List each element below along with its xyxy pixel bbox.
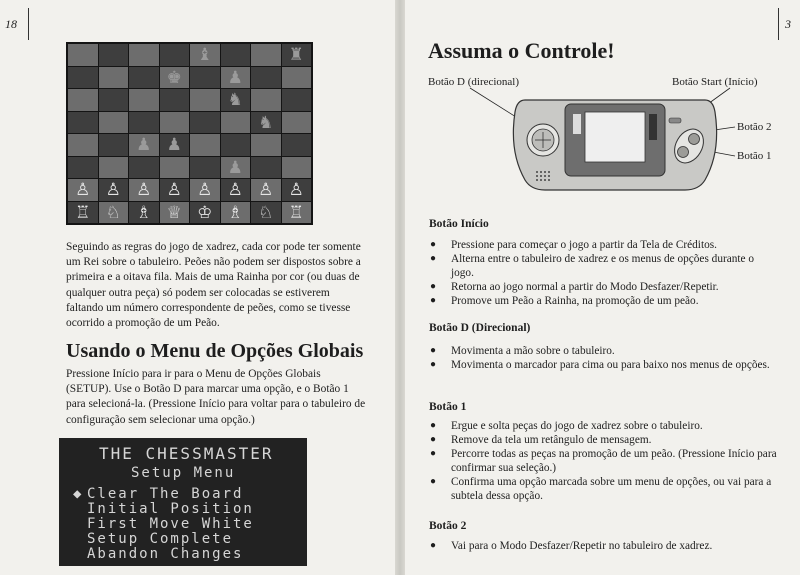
list-item: ● Remove da tela um retângulo de mensagem. [430,434,652,446]
callout-d-button: Botão D (direcional) [428,76,520,88]
board-square [190,134,220,156]
chess-piece-icon: ♘ [105,202,121,222]
board-square [282,157,312,179]
chess-piece-icon: ♕ [166,202,182,222]
board-square [251,202,281,224]
chess-piece-icon: ♞ [227,90,243,110]
chess-piece-icon: ♙ [105,180,121,200]
start-button-icon [669,118,681,123]
chess-piece-icon: ♘ [258,202,274,222]
board-square [282,44,312,66]
section-title: Botão 2 [429,520,467,532]
page-rule-right [778,8,779,40]
board-square [251,134,281,156]
chess-piece-icon: ♟ [227,157,243,177]
screen-menu-item: First Move White [87,516,254,532]
bullet-icon: ● [430,345,437,356]
board-square [190,44,220,66]
game-gear-illustration [425,72,765,202]
board-square [221,134,251,156]
chess-piece-icon: ♔ [197,202,213,222]
board-square [129,202,159,224]
chess-piece-icon: ♜ [288,45,304,65]
board-square [221,179,251,201]
chess-piece-icon: ♗ [227,202,243,222]
chess-piece-icon: ♙ [75,180,91,200]
board-square [129,112,159,134]
button-1-icon [678,147,689,158]
section-list [429,344,779,372]
callout-start-button: Botão Start (Início) [672,76,758,88]
board-square [160,157,190,179]
list-item: ● Movimenta o marcador para cima ou para baixo nos menus de opções. [430,359,770,371]
chess-piece-icon: ♝ [197,45,213,65]
board-square [221,89,251,111]
board-square [251,89,281,111]
board-square [282,179,312,201]
board-square [221,44,251,66]
list-item: ● Promove um Peão a Rainha, na promoção de um peão. [430,295,699,307]
section-list [429,238,779,308]
list-item: ● Alterna entre o tabuleiro de xadrez e os menus de opções durante o jogo. [430,253,755,279]
board-square [251,179,281,201]
chess-piece-icon: ♟ [166,135,182,155]
board-square [221,202,251,224]
section-list [429,539,779,553]
board-square [221,67,251,89]
board-square [190,67,220,89]
chess-piece-icon: ♖ [288,202,304,222]
chess-piece-icon: ♚ [166,67,182,87]
chess-piece-icon: ♞ [258,112,274,132]
board-square [99,134,129,156]
board-square [160,89,190,111]
callout-button-1: Botão 1 [737,150,772,162]
left-page [0,0,395,575]
board-square [160,112,190,134]
chess-piece-icon: ♙ [258,180,274,200]
chess-piece-icon: ♙ [288,180,304,200]
board-square [282,202,312,224]
board-square [129,157,159,179]
screen-menu-item: Setup Complete [87,531,234,547]
list-item: ● Ergue e solta peças do jogo de xadrez sobre o tabuleiro. [430,420,703,432]
board-square [68,67,98,89]
list-item: ● Percorre todas as peças na promoção de um peão. (Pressione Início para confirmar sua seleção.) [430,448,777,474]
bullet-icon: ● [430,448,437,459]
board-square [68,44,98,66]
board-square [68,89,98,111]
section-title: Botão Início [429,218,489,230]
board-square [68,134,98,156]
board-square [160,202,190,224]
bullet-icon: ● [430,281,437,292]
bullet-icon: ● [430,253,437,264]
board-square [129,89,159,111]
bullet-icon: ● [430,239,437,250]
page-number-left: 18 [5,17,17,31]
screen-subtitle: Setup Menu [131,465,236,481]
board-square [221,157,251,179]
list-item: ● Movimenta a mão sobre o tabuleiro. [430,345,615,357]
section-title: Botão D (Direcional) [429,322,531,334]
board-square [99,89,129,111]
board-square [160,44,190,66]
cursor-icon: ◆ [73,486,84,502]
bullet-icon: ● [430,434,437,445]
screen-menu-item: Abandon Changes [87,546,244,562]
board-square [190,179,220,201]
screen-title: THE CHESSMASTER [99,444,274,463]
board-square [129,134,159,156]
chess-piece-icon: ♙ [166,180,182,200]
chess-piece-icon: ♙ [227,180,243,200]
board-square [190,202,220,224]
console-screen [585,112,645,162]
section-list [429,419,779,503]
board-square [190,112,220,134]
chess-piece-icon: ♟ [136,135,152,155]
instructions-paragraph: Pressione Início para ir para o Menu de Opções Globais (SETUP). Use o Botão D para marcar uma opção, e o Botão 1 para selecioná-la. (Pressione Início para voltar para o tabuleiro de configuração sem selecionar uma opção.) [66,368,366,426]
button-2-icon [689,134,700,145]
page-rule-left [28,8,29,40]
board-square [221,112,251,134]
board-square [282,89,312,111]
chess-piece-icon: ♖ [75,202,91,222]
bullet-icon: ● [430,359,437,370]
board-square [251,67,281,89]
book-gutter [395,0,405,575]
chess-piece-icon: ♟ [227,67,243,87]
board-square [251,112,281,134]
chess-piece-icon: ♙ [197,180,213,200]
board-square [282,134,312,156]
board-square [160,134,190,156]
bullet-icon: ● [430,420,437,431]
bullet-icon: ● [430,295,437,306]
board-square [99,112,129,134]
board-square [68,202,98,224]
board-square [129,179,159,201]
callout-button-2: Botão 2 [737,121,772,133]
screen-menu-item: ◆ Clear The Board [73,486,244,502]
game-gear-label [649,114,657,140]
board-square [129,67,159,89]
list-item: ● Retorna ao jogo normal a partir do Modo Desfazer/Repetir. [430,281,719,293]
board-square [129,44,159,66]
chessboard-screenshot [66,42,313,225]
list-item: ● Pressione para começar o jogo a partir da Tela de Créditos. [430,239,717,251]
board-square [282,67,312,89]
screen-menu-item: Initial Position [87,501,254,517]
page-number-right: 3 [785,17,791,31]
right-heading: Assuma o Controle! [428,38,615,63]
setup-menu-screenshot [59,438,307,566]
list-item: ● Confirma uma opção marcada sobre um menu de opções, ou vai para a subtela dessa opção. [430,476,772,502]
sega-label [573,114,581,134]
board-square [99,67,129,89]
chess-piece-icon: ♗ [136,202,152,222]
board-square [251,157,281,179]
board-square [190,157,220,179]
board-square [160,67,190,89]
board-square [68,112,98,134]
board-square [68,157,98,179]
board-square [190,89,220,111]
board-square [99,157,129,179]
bullet-icon: ● [430,476,437,487]
board-square [99,44,129,66]
intro-paragraph: Seguindo as regras do jogo de xadrez, cada cor pode ter somente um Rei sobre o tabuleiro. Peões não podem ser dispostos sobre a primeira e a oitava fila. Mais de uma Rainha por cor (ou duas de qualquer outra peça) só podem ser colocadas se estiverem faltando um número correspondente de peões, como se tivesse ocorrido a promoção de um Peão. [66,241,361,330]
left-heading: Usando o Menu de Opções Globais [66,340,364,362]
board-square [251,44,281,66]
board-square [99,179,129,201]
board-square [282,112,312,134]
board-square [160,179,190,201]
board-square [68,179,98,201]
section-title: Botão 1 [429,401,467,413]
list-item: ● Vai para o Modo Desfazer/Repetir no tabuleiro de xadrez. [430,540,713,552]
chess-piece-icon: ♙ [136,180,152,200]
board-square [99,202,129,224]
bullet-icon: ● [430,540,437,551]
